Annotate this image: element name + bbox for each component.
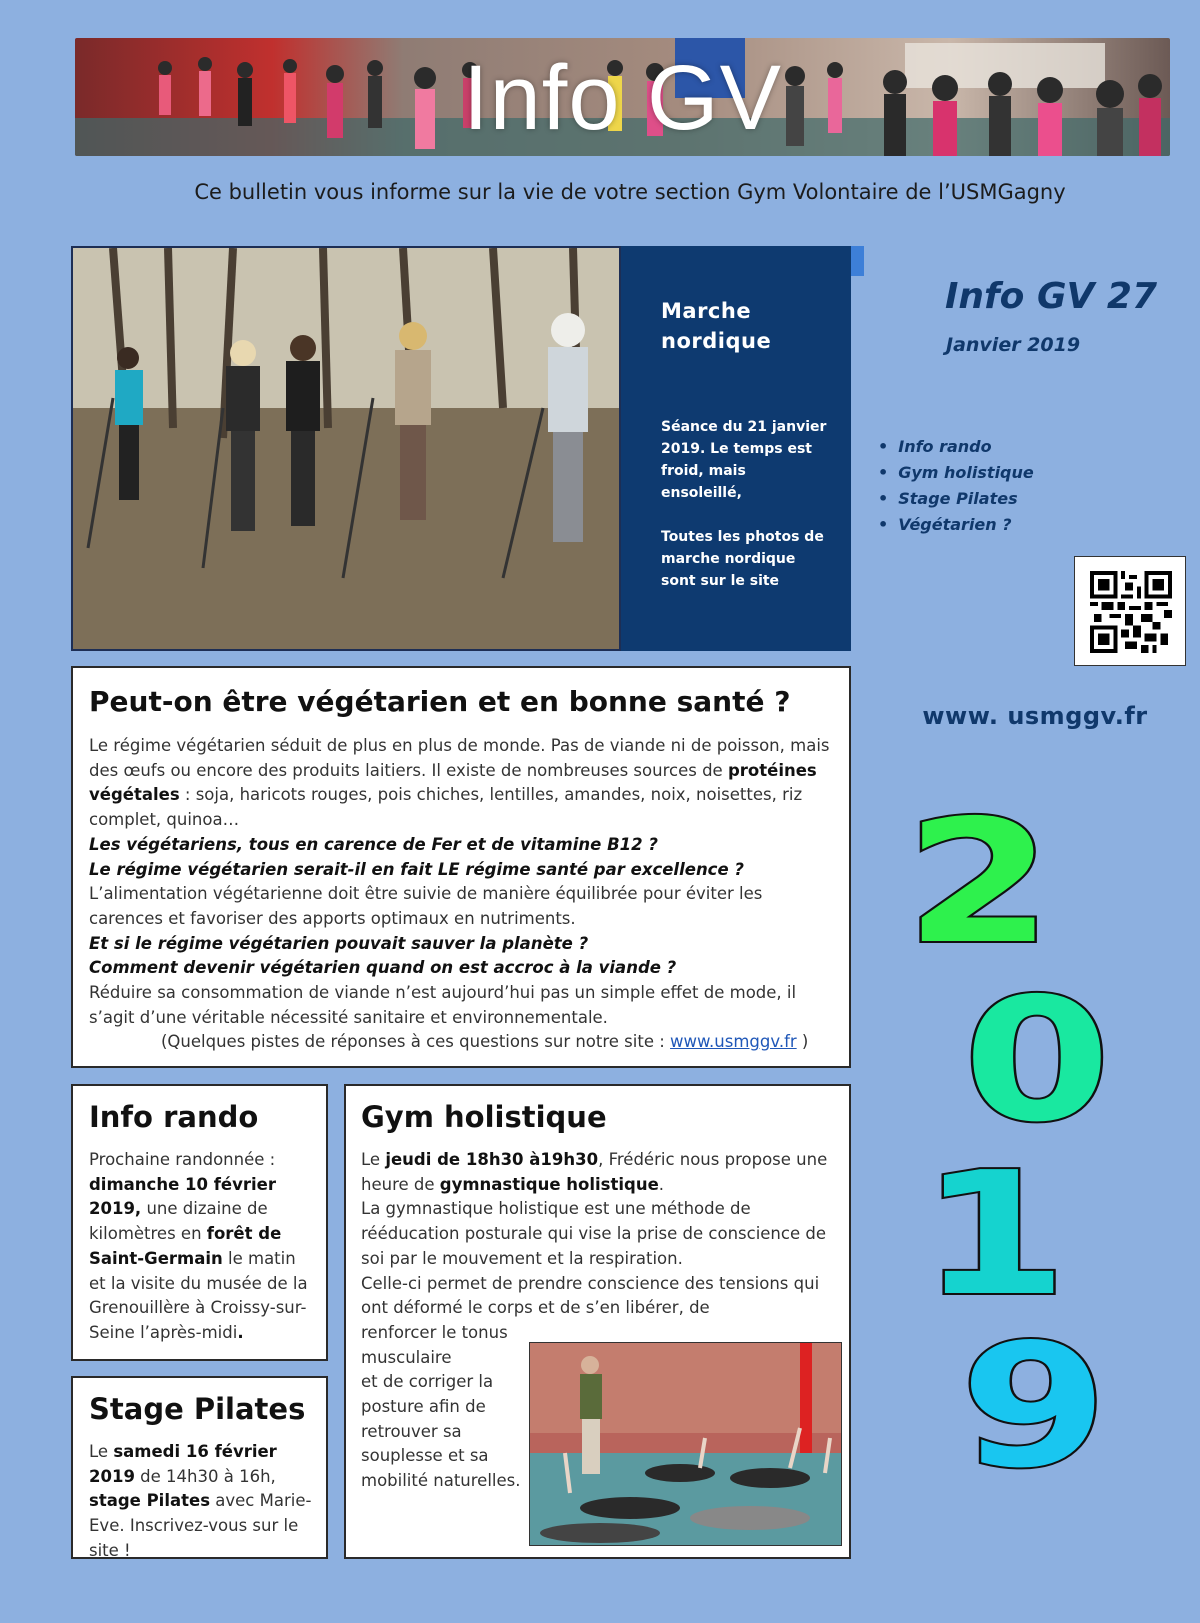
vegetarian-question-2: Le régime végétarien serait-il en fait LE régime santé par excellence ? [89, 859, 744, 879]
gym-title: Gym holistique [361, 1100, 607, 1134]
gym-paragraph-2: La gymnastique holistique est une méthode de rééducation posturale qui vise la prise de conscience de soi par le mouvement et la respiration. [361, 1199, 826, 1268]
gym-floor-image [530, 1343, 841, 1545]
vegetarian-paragraph-3: Réduire sa consommation de viande n’est aujourd’hui pas un simple effet de mode, il s’agit d’une véritable nécessité sanitaire et environnementale. [89, 983, 797, 1027]
text-span: avec Marie-Eve. Inscrivez-vous sur le site ! [89, 1491, 312, 1560]
gym-article [344, 1084, 851, 1559]
vegetarian-paragraph-2: L’alimentation végétarienne doit être suivie de manière équilibrée pour éviter les carences et favoriser des apports optimaux en nutriments. [89, 884, 763, 928]
text-span: Le [89, 1442, 114, 1461]
pilates-article [71, 1376, 328, 1559]
year-digit-9: 9 [960, 1308, 1108, 1506]
bold-span: gymnastique holistique [439, 1174, 659, 1194]
vegetarian-body [89, 734, 833, 1055]
rando-body [89, 1148, 312, 1346]
text-span: de 14h30 à 16h, [134, 1466, 276, 1486]
hero-accent-bar [851, 246, 864, 276]
text-span: ) [796, 1032, 809, 1052]
hero-title: Marche nordique [661, 299, 772, 353]
bold-span: samedi 16 février 2019 [89, 1442, 277, 1486]
hero-caption-session: Séance du 21 janvier 2019. Le temps est froid, mais ensoleillé, [661, 419, 827, 501]
text-span: : soja, haricots rouges, pois chiches, lentilles, amandes, noix, noisettes, riz complet, quinoa… [89, 785, 803, 830]
gym-paragraph-1 [361, 1148, 835, 1197]
vegetarian-paragraph-1 [89, 734, 833, 833]
text-span: Le régime végétarien séduit de plus en plus de monde. Pas de viande ni de poisson, mais des œufs ou encore des produits laitiers. Il existe de nombreuses sources de [89, 736, 830, 780]
bold-span: forêt de Saint-Germain [89, 1224, 282, 1268]
qr-code[interactable] [1074, 556, 1186, 666]
gym-class-photo [529, 1342, 842, 1546]
bold-span: dimanche 10 février 2019, [89, 1174, 276, 1219]
vegetarian-question-3: Et si le régime végétarien pouvait sauver la planète ? [89, 933, 589, 953]
gym-narrow-column [361, 1321, 521, 1494]
hero-caption-photos: Toutes les photos de marche nordique sont sur le site [661, 529, 824, 589]
text-span: . [658, 1174, 665, 1194]
year-digit-0: 0 [963, 962, 1111, 1160]
banner-image [75, 38, 1170, 156]
hero-caption [661, 416, 829, 592]
text-span: (Quelques pistes de réponses à ces questions sur notre site : [161, 1032, 671, 1052]
pilates-title: Stage Pilates [89, 1392, 306, 1426]
gym-paragraph-4: renforcer le tonus musculaire [361, 1322, 508, 1367]
year-digit-2: 2 [905, 784, 1053, 982]
vegetarian-question-1: Les végétariens, tous en carence de Fer et de vitamine B12 ? [89, 834, 658, 854]
text-span: Le [361, 1150, 386, 1169]
hero-panel [621, 246, 851, 651]
bold-span: . [237, 1322, 244, 1342]
toc-item: • Info rando [878, 434, 1034, 460]
issue-date: Janvier 2019 [946, 334, 1081, 356]
text-span: une dizaine de kilomètres en [89, 1199, 268, 1244]
bold-span: jeudi de 18h30 à19h30 [385, 1150, 599, 1169]
site-url[interactable]: www. usmggv.fr [922, 702, 1148, 730]
bold-span: protéines végétales [89, 760, 817, 805]
vegetarian-question-4: Comment devenir végétarien quand on est accroc à la viande ? [89, 958, 677, 978]
rando-article [71, 1084, 328, 1361]
forest-walkers-image [73, 248, 619, 649]
gym-paragraph-5: et de corriger la posture afin de retrouver sa souplesse et sa mobilité naturelles. [361, 1372, 521, 1491]
qr-code-icon [1089, 571, 1173, 653]
vegetarian-article [71, 666, 851, 1068]
toc-item: • Stage Pilates [878, 486, 1034, 512]
year-digit-1: 1 [920, 1136, 1068, 1334]
toc-item: • Gym holistique [878, 460, 1034, 486]
rando-title: Info rando [89, 1100, 259, 1134]
nordic-walking-photo [71, 246, 621, 651]
banner-title: Info GV [463, 47, 782, 149]
gym-paragraph-3: Celle-ci permet de prendre conscience des tensions qui ont déformé le corps et de s’en libérer, de [361, 1273, 820, 1318]
tagline: Ce bulletin vous informe sur la vie de votre section Gym Volontaire de l’USMGagny [194, 180, 1066, 204]
text-span: , Frédéric nous propose une heure de [361, 1150, 828, 1194]
pilates-body [89, 1440, 312, 1564]
toc-item: • Végétarien ? [878, 512, 1034, 538]
issue-title: Info GV 27 [945, 276, 1157, 317]
vegetarian-title: Peut-on être végétarien et en bonne santé ? [89, 685, 791, 718]
text-span: le matin et la visite du musée de la Grenouillère à Croissy-sur-Seine l’après-midi [89, 1248, 308, 1342]
site-link[interactable]: www.usmggv.fr [670, 1032, 797, 1052]
bold-span: stage Pilates [89, 1491, 211, 1511]
vegetarian-link-line [89, 1030, 833, 1055]
table-of-contents [878, 434, 1034, 538]
text-span: Prochaine randonnée : [89, 1150, 276, 1169]
